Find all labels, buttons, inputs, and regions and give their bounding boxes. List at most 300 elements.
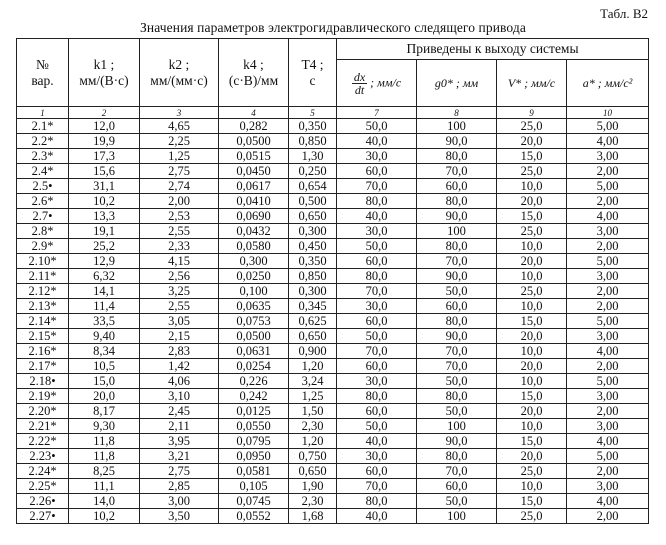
- table-cell: 20,0: [497, 254, 567, 269]
- table-cell: 10,0: [497, 299, 567, 314]
- table-cell: 40,0: [337, 509, 417, 524]
- dxdt-unit: ; мм/с: [370, 74, 402, 89]
- table-cell: 3,21: [140, 449, 219, 464]
- variant-cell: 2.3*: [17, 149, 69, 164]
- table-cell: 90,0: [417, 329, 497, 344]
- variant-cell: 2.22*: [17, 434, 69, 449]
- table-cell: 0,100: [219, 284, 289, 299]
- table-cell: 0,250: [289, 164, 337, 179]
- table-cell: 0,0795: [219, 434, 289, 449]
- table-cell: 80,0: [337, 494, 417, 509]
- variant-cell: 2.20*: [17, 404, 69, 419]
- table-cell: 50,0: [417, 374, 497, 389]
- table-cell: 0,0410: [219, 194, 289, 209]
- table-cell: 1,68: [289, 509, 337, 524]
- table-cell: 50,0: [417, 494, 497, 509]
- column-number: 10: [567, 107, 649, 119]
- variant-cell: 2.12*: [17, 284, 69, 299]
- table-cell: 80,0: [417, 239, 497, 254]
- table-cell: 0,654: [289, 179, 337, 194]
- table-cell: 70,0: [337, 179, 417, 194]
- table-cell: 2,75: [140, 464, 219, 479]
- table-cell: 15,0: [497, 149, 567, 164]
- column-number: 7: [337, 107, 417, 119]
- header-variant-line1: №: [36, 56, 49, 72]
- table-cell: 2,00: [567, 509, 649, 524]
- column-number: 1: [17, 107, 69, 119]
- table-cell: 2,25: [140, 134, 219, 149]
- variant-cell: 2.9*: [17, 239, 69, 254]
- table-cell: 0,226: [219, 374, 289, 389]
- variant-cell: 2.4*: [17, 164, 69, 179]
- column-number: 3: [140, 107, 219, 119]
- table-cell: 50,0: [337, 119, 417, 134]
- table-cell: 0,0250: [219, 269, 289, 284]
- table-cell: 10,2: [69, 194, 140, 209]
- table-cell: 15,0: [497, 434, 567, 449]
- table-cell: 5,00: [567, 119, 649, 134]
- header-variant-line2: вар.: [31, 72, 54, 88]
- table-cell: 25,0: [497, 464, 567, 479]
- table-cell: 80,0: [417, 149, 497, 164]
- variant-cell: 2.25*: [17, 479, 69, 494]
- table-cell: 33,5: [69, 314, 140, 329]
- table-cell: 0,0745: [219, 494, 289, 509]
- header-k1-unit: мм/(В·с): [79, 72, 129, 88]
- table-cell: 0,850: [289, 269, 337, 284]
- table-cell: 20,0: [497, 404, 567, 419]
- table-cell: 40,0: [337, 434, 417, 449]
- table-cell: 90,0: [417, 209, 497, 224]
- table-cell: 8,25: [69, 464, 140, 479]
- table-cell: 1,30: [289, 149, 337, 164]
- table-cell: 80,0: [417, 314, 497, 329]
- table-cell: 10,0: [497, 239, 567, 254]
- table-cell: 60,0: [417, 479, 497, 494]
- table-cell: 30,0: [337, 449, 417, 464]
- header-t4-unit: с: [309, 72, 316, 88]
- table-cell: 80,0: [337, 194, 417, 209]
- table-cell: 10,2: [69, 509, 140, 524]
- table-cell: 20,0: [497, 449, 567, 464]
- table-cell: 50,0: [337, 419, 417, 434]
- table-cell: 0,650: [289, 329, 337, 344]
- table-cell: 15,0: [497, 209, 567, 224]
- table-row: [17, 299, 649, 314]
- column-number: 4: [219, 107, 289, 119]
- table-cell: 70,0: [417, 464, 497, 479]
- table-cell: 3,00: [567, 149, 649, 164]
- table-cell: 4,00: [567, 434, 649, 449]
- table-cell: 100: [417, 119, 497, 134]
- table-cell: 1,20: [289, 434, 337, 449]
- table-cell: 0,300: [289, 284, 337, 299]
- table-cell: 17,3: [69, 149, 140, 164]
- table-cell: 0,0581: [219, 464, 289, 479]
- table-cell: 0,0500: [219, 134, 289, 149]
- table-cell: 3,10: [140, 389, 219, 404]
- table-cell: 4,00: [567, 494, 649, 509]
- variant-cell: 2.21*: [17, 419, 69, 434]
- table-cell: 4,15: [140, 254, 219, 269]
- column-numbers-row: [17, 107, 649, 119]
- table-cell: 14,0: [69, 494, 140, 509]
- table-row: [17, 479, 649, 494]
- table-cell: 8,17: [69, 404, 140, 419]
- table-cell: 20,0: [497, 194, 567, 209]
- table-cell: 3,50: [140, 509, 219, 524]
- table-cell: 3,00: [567, 419, 649, 434]
- table-cell: 5,00: [567, 449, 649, 464]
- table-cell: 90,0: [417, 434, 497, 449]
- table-cell: 19,9: [69, 134, 140, 149]
- table-row: [17, 494, 649, 509]
- header-a: a* ; мм/с²: [567, 60, 649, 107]
- table-cell: 25,0: [497, 509, 567, 524]
- table-cell: 0,625: [289, 314, 337, 329]
- table-cell: 2,15: [140, 329, 219, 344]
- table-cell: 0,0515: [219, 149, 289, 164]
- group-header: Приведены к выходу системы: [337, 39, 649, 60]
- column-number: 8: [417, 107, 497, 119]
- table-row: [17, 164, 649, 179]
- dxdt-fraction: [352, 71, 367, 96]
- table-cell: 0,282: [219, 119, 289, 134]
- column-number: 5: [289, 107, 337, 119]
- table-cell: 11,8: [69, 434, 140, 449]
- table-cell: 50,0: [417, 284, 497, 299]
- table-cell: 70,0: [337, 479, 417, 494]
- dxdt-denominator: dt: [354, 82, 365, 97]
- table-title: Значения параметров электрогидравлического следящего привода: [140, 20, 526, 35]
- table-cell: 2,00: [567, 239, 649, 254]
- table-cell: 0,300: [219, 254, 289, 269]
- table-cell: 70,0: [337, 284, 417, 299]
- table-cell: 2,00: [567, 404, 649, 419]
- table-row: [17, 134, 649, 149]
- dxdt-numerator: dx: [353, 69, 366, 84]
- table-cell: 2,45: [140, 404, 219, 419]
- table-cell: 10,0: [497, 179, 567, 194]
- table-cell: 15,0: [497, 389, 567, 404]
- table-cell: 4,00: [567, 134, 649, 149]
- table-cell: 10,0: [497, 374, 567, 389]
- header-variant: [17, 39, 69, 107]
- table-cell: 20,0: [497, 359, 567, 374]
- table-cell: 11,1: [69, 479, 140, 494]
- table-cell: 0,0432: [219, 224, 289, 239]
- table-row: [17, 449, 649, 464]
- table-cell: 10,0: [497, 419, 567, 434]
- variant-cell: 2.15*: [17, 329, 69, 344]
- table-cell: 2,00: [567, 359, 649, 374]
- table-cell: 4,65: [140, 119, 219, 134]
- table-row: [17, 509, 649, 524]
- table-cell: 50,0: [337, 239, 417, 254]
- table-row: [17, 179, 649, 194]
- table-cell: 0,650: [289, 464, 337, 479]
- header-dxdt: [337, 60, 417, 107]
- table-cell: 3,05: [140, 314, 219, 329]
- table-cell: 12,9: [69, 254, 140, 269]
- variant-cell: 2.14*: [17, 314, 69, 329]
- table-cell: 100: [417, 509, 497, 524]
- table-row: [17, 329, 649, 344]
- header-k1-symbol: k1 ;: [93, 56, 115, 72]
- variant-cell: 2.2*: [17, 134, 69, 149]
- parameters-table: [16, 38, 649, 524]
- variant-cell: 2.19*: [17, 389, 69, 404]
- table-cell: 20,0: [497, 134, 567, 149]
- table-cell: 0,0552: [219, 509, 289, 524]
- table-cell: 60,0: [337, 314, 417, 329]
- table-cell: 0,0450: [219, 164, 289, 179]
- table-row: [17, 269, 649, 284]
- table-cell: 11,4: [69, 299, 140, 314]
- table-cell: 10,0: [497, 269, 567, 284]
- table-cell: 5,00: [567, 314, 649, 329]
- table-cell: 2,74: [140, 179, 219, 194]
- table-cell: 6,32: [69, 269, 140, 284]
- table-cell: 60,0: [337, 404, 417, 419]
- table-cell: 2,30: [289, 419, 337, 434]
- table-cell: 0,0950: [219, 449, 289, 464]
- table-cell: 30,0: [337, 374, 417, 389]
- table-row: [17, 314, 649, 329]
- table-cell: 80,0: [337, 269, 417, 284]
- table-cell: 4,00: [567, 344, 649, 359]
- table-cell: 40,0: [337, 209, 417, 224]
- table-cell: 1,50: [289, 404, 337, 419]
- table-cell: 5,00: [567, 179, 649, 194]
- variant-cell: 2.26•: [17, 494, 69, 509]
- variant-cell: 2.1*: [17, 119, 69, 134]
- table-row: [17, 119, 649, 134]
- table-row: [17, 464, 649, 479]
- table-cell: 80,0: [337, 389, 417, 404]
- table-cell: 2,53: [140, 209, 219, 224]
- table-cell: 25,0: [497, 224, 567, 239]
- variant-cell: 2.23•: [17, 449, 69, 464]
- table-cell: 1,42: [140, 359, 219, 374]
- table-cell: 0,650: [289, 209, 337, 224]
- table-cell: 0,0125: [219, 404, 289, 419]
- variant-cell: 2.10*: [17, 254, 69, 269]
- table-cell: 80,0: [417, 194, 497, 209]
- table-cell: 60,0: [337, 464, 417, 479]
- header-k4-symbol: k4 ;: [243, 56, 264, 72]
- table-cell: 0,0631: [219, 344, 289, 359]
- variant-cell: 2.27•: [17, 509, 69, 524]
- table-row: [17, 359, 649, 374]
- table-cell: 3,00: [567, 479, 649, 494]
- table-cell: 70,0: [417, 254, 497, 269]
- table-row: [17, 254, 649, 269]
- table-cell: 10,0: [497, 344, 567, 359]
- table-cell: 0,0580: [219, 239, 289, 254]
- table-cell: 2,75: [140, 164, 219, 179]
- table-row: [17, 239, 649, 254]
- table-cell: 0,850: [289, 134, 337, 149]
- table-cell: 70,0: [417, 344, 497, 359]
- table-cell: 2,00: [140, 194, 219, 209]
- table-cell: 0,0550: [219, 419, 289, 434]
- table-cell: 30,0: [337, 299, 417, 314]
- table-row: [17, 149, 649, 164]
- table-cell: 8,34: [69, 344, 140, 359]
- table-cell: 3,00: [567, 224, 649, 239]
- table-row: [17, 434, 649, 449]
- table-cell: 70,0: [417, 164, 497, 179]
- table-cell: 1,90: [289, 479, 337, 494]
- table-cell: 70,0: [417, 359, 497, 374]
- table-row: [17, 209, 649, 224]
- table-row: [17, 404, 649, 419]
- table-cell: 0,0753: [219, 314, 289, 329]
- variant-cell: 2.17*: [17, 359, 69, 374]
- table-cell: 0,300: [289, 224, 337, 239]
- table-cell: 3,95: [140, 434, 219, 449]
- variant-cell: 2.16*: [17, 344, 69, 359]
- table-cell: 2,00: [567, 464, 649, 479]
- table-cell: 80,0: [417, 389, 497, 404]
- table-cell: 19,1: [69, 224, 140, 239]
- table-cell: 5,00: [567, 254, 649, 269]
- table-cell: 3,25: [140, 284, 219, 299]
- variant-cell: 2.6*: [17, 194, 69, 209]
- table-cell: 2,00: [567, 284, 649, 299]
- table-cell: 0,0500: [219, 329, 289, 344]
- header-k2-unit: мм/(мм·с): [150, 72, 208, 88]
- variant-cell: 2.11*: [17, 269, 69, 284]
- table-cell: 0,0617: [219, 179, 289, 194]
- table-cell: 25,0: [497, 164, 567, 179]
- header-t4: [289, 39, 337, 107]
- table-cell: 11,8: [69, 449, 140, 464]
- variant-cell: 2.18•: [17, 374, 69, 389]
- table-cell: 0,0690: [219, 209, 289, 224]
- table-cell: 100: [417, 224, 497, 239]
- table-body: [17, 107, 649, 524]
- column-number: 9: [497, 107, 567, 119]
- table-cell: 50,0: [337, 329, 417, 344]
- table-cell: 4,00: [567, 209, 649, 224]
- table-cell: 0,450: [289, 239, 337, 254]
- header-g0: g0* ; мм: [417, 60, 497, 107]
- table-cell: 15,6: [69, 164, 140, 179]
- table-cell: 5,00: [567, 374, 649, 389]
- table-cell: 2,00: [567, 299, 649, 314]
- table-cell: 10,0: [497, 479, 567, 494]
- header-k1: [69, 39, 140, 107]
- table-cell: 90,0: [417, 134, 497, 149]
- table-cell: 25,0: [497, 284, 567, 299]
- table-cell: 3,00: [567, 269, 649, 284]
- table-cell: 10,5: [69, 359, 140, 374]
- table-cell: 60,0: [337, 164, 417, 179]
- table-cell: 3,24: [289, 374, 337, 389]
- table-cell: 15,0: [497, 314, 567, 329]
- table-cell: 14,1: [69, 284, 140, 299]
- table-cell: 13,3: [69, 209, 140, 224]
- header-k4: [219, 39, 289, 107]
- table-cell: 25,2: [69, 239, 140, 254]
- table-cell: 50,0: [417, 404, 497, 419]
- table-cell: 0,500: [289, 194, 337, 209]
- table-cell: 3,00: [140, 494, 219, 509]
- variant-cell: 2.5•: [17, 179, 69, 194]
- table-cell: 90,0: [417, 269, 497, 284]
- column-number: 2: [69, 107, 140, 119]
- table-cell: 2,33: [140, 239, 219, 254]
- table-cell: 2,55: [140, 299, 219, 314]
- table-cell: 30,0: [337, 224, 417, 239]
- table-row: [17, 194, 649, 209]
- table-cell: 31,1: [69, 179, 140, 194]
- table-row: [17, 344, 649, 359]
- table-cell: 20,0: [497, 329, 567, 344]
- table-row: [17, 419, 649, 434]
- table-cell: 0,900: [289, 344, 337, 359]
- table-cell: 40,0: [337, 134, 417, 149]
- variant-cell: 2.7•: [17, 209, 69, 224]
- table-cell: 4,06: [140, 374, 219, 389]
- table-cell: 0,350: [289, 119, 337, 134]
- table-cell: 20,0: [69, 389, 140, 404]
- table-cell: 70,0: [337, 344, 417, 359]
- table-cell: 0,750: [289, 449, 337, 464]
- header-v: V* ; мм/с: [497, 60, 567, 107]
- table-cell: 80,0: [417, 449, 497, 464]
- table-cell: 1,20: [289, 359, 337, 374]
- variant-cell: 2.24*: [17, 464, 69, 479]
- table-cell: 2,55: [140, 224, 219, 239]
- table-cell: 60,0: [337, 359, 417, 374]
- table-cell: 3,00: [567, 389, 649, 404]
- table-cell: 0,242: [219, 389, 289, 404]
- table-cell: 2,11: [140, 419, 219, 434]
- table-cell: 9,40: [69, 329, 140, 344]
- table-cell: 60,0: [337, 254, 417, 269]
- table-row: [17, 389, 649, 404]
- header-t4-symbol: T4 ;: [301, 56, 324, 72]
- table-label: Табл. В2: [600, 6, 648, 21]
- table-cell: 3,00: [567, 329, 649, 344]
- table-row: [17, 284, 649, 299]
- variant-cell: 2.13*: [17, 299, 69, 314]
- table-cell: 60,0: [417, 179, 497, 194]
- table-cell: 12,0: [69, 119, 140, 134]
- header-k2-symbol: k2 ;: [168, 56, 190, 72]
- table-cell: 0,0254: [219, 359, 289, 374]
- table-row: [17, 374, 649, 389]
- table-cell: 60,0: [417, 299, 497, 314]
- table-cell: 0,350: [289, 254, 337, 269]
- table-cell: 15,0: [69, 374, 140, 389]
- table-cell: 0,345: [289, 299, 337, 314]
- table-cell: 2,30: [289, 494, 337, 509]
- table-cell: 1,25: [140, 149, 219, 164]
- table-cell: 100: [417, 419, 497, 434]
- table-row: [17, 224, 649, 239]
- table-cell: 15,0: [497, 494, 567, 509]
- table-cell: 2,00: [567, 194, 649, 209]
- variant-cell: 2.8*: [17, 224, 69, 239]
- table-cell: 25,0: [497, 119, 567, 134]
- table-cell: 0,105: [219, 479, 289, 494]
- header-k2: [140, 39, 219, 107]
- table-cell: 2,00: [567, 164, 649, 179]
